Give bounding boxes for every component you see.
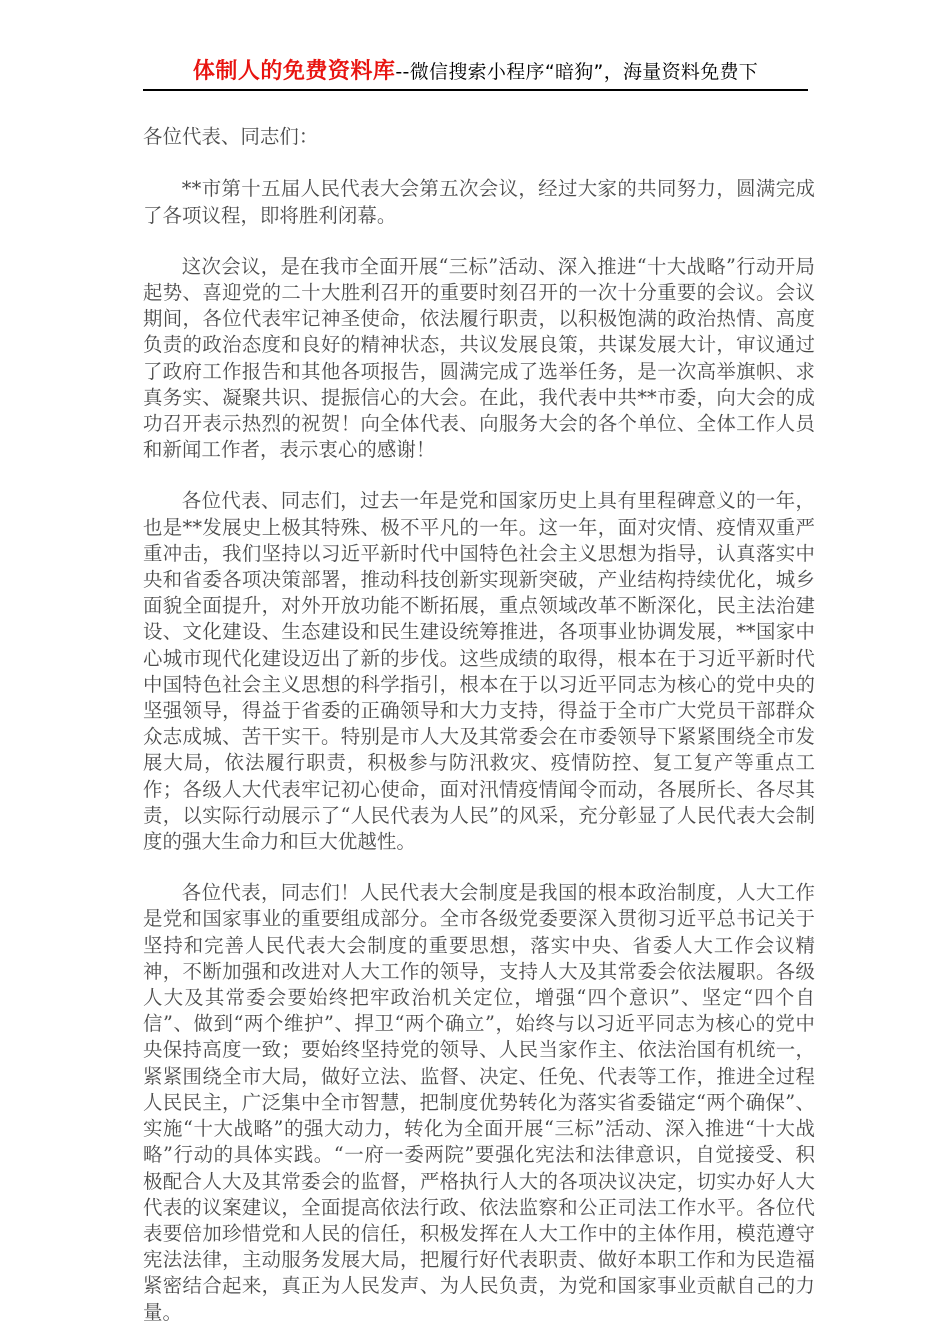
promo-tagline-label: --微信搜索小程序“暗狗”，海量资料免费下 (395, 61, 759, 83)
paragraph-2: 这次会议，是在我市全面开展“三标”活动、深入推进“十大战略”行动开局起势、喜迎党的二十大胜利召开的重要时刻召开的一次十分重要的会议。会议期间，各位代表牢记神圣使命，依法履行职责，以积极饱满的政治热情、高度负责的政治态度和良好的精神状态，共议发展良策，共谋发展大计，审议通过了政府工作报告和其他各项报告，圆满完成了选举任务，是一次高举旗帜、求真务实、凝聚共识、提振信心的大会。在此，我代表中共**市委，向大会的成功召开表示热烈的祝贺！向全体代表、向服务大会的各个单位、全体工作人员和新闻工作者，表示衷心的感谢！ (143, 254, 815, 462)
promo-brand-label: 体制人的免费资料库 (192, 59, 396, 84)
paragraph-3: 各位代表、同志们，过去一年是党和国家历史上具有里程碑意义的一年，也是**发展史上极其特殊、极不平凡的一年。这一年，面对灾情、疫情双重严重冲击，我们坚持以习近平新时代中国特色社会主义思想为指导，认真落实中央和省委各项决策部署，推动科技创新实现新突破，产业结构持续优化，城乡面貌全面提升，对外开放功能不断拓展，重点领域改革不断深化，民主法治建设、文化建设、生态建设和民生建设统筹推进，各项事业协调发展，**国家中心城市现代化建设迈出了新的步伐。这些成绩的取得，根本在于习近平新时代中国特色社会主义思想的科学指引，根本在于以习近平同志为核心的党中央的坚强领导，得益于省委的正确领导和大力支持，得益于全市广大党员干部群众众志成城、苦干实干。特别是市人大及其常委会在市委领导下紧紧围绕全市发展大局，依法履行职责，积极参与防汛救灾、疫情防控、复工复产等重点工作；各级人大代表牢记初心使命，面对汛情疫情闻令而动，各展所长、各尽其责，以实际行动展示了“人民代表为人民”的风采，充分彰显了人民代表大会制度的强大生命力和巨大优越性。 (143, 489, 815, 854)
salutation-line: 各位代表、同志们： (143, 125, 319, 148)
paragraph-1: **市第十五届人民代表大会第五次会议，经过大家的共同努力，圆满完成了各项议程，即将胜利闭幕。 (143, 177, 815, 227)
document-body (143, 124, 815, 1326)
paragraph-4: 各位代表，同志们！人民代表大会制度是我国的根本政治制度，人大工作是党和国家事业的重要组成部分。全市各级党委要深入贯彻习近平总书记关于坚持和完善人民代表大会制度的重要思想，落实中央、省委人大工作会议精神，不断加强和改进对人大工作的领导，支持人大及其常委会依法履职。各级人大及其常委会要始终把牢政治机关定位，增强“四个意识”、坚定“四个自信”、做到“两个维护”、捍卫“两个确立”，始终与以习近平同志为核心的党中央保持高度一致；要始终坚持党的领导、人民当家作主、依法治国有机统一，紧紧围绕全市大局，做好立法、监督、决定、任免、代表等工作，推进全过程人民民主，广泛集中全市智慧，把制度优势转化为落实省委锚定“两个确保”、实施“十大战略”的强大动力，转化为全面开展“三标”活动、深入推进“十大战略”行动的具体实践。“一府一委两院”要强化宪法和法律意识，自觉接受、积极配合人大及其常委会的监督，严格执行人大的各项决议决定，切实办好人大代表的议案建议，全面提高依法行政、依法监察和公正司法工作水平。各位代表要倍加珍惜党和人民的信任，积极发挥在人大工作中的主体作用，模范遵守宪法法律，主动服务发展大局，把履行好代表职责、做好本职工作和为民造福紧密结合起来，真正为人民发声、为人民负责，为党和国家事业贡献自己的力量。 (143, 881, 815, 1324)
promo-banner (143, 58, 808, 91)
